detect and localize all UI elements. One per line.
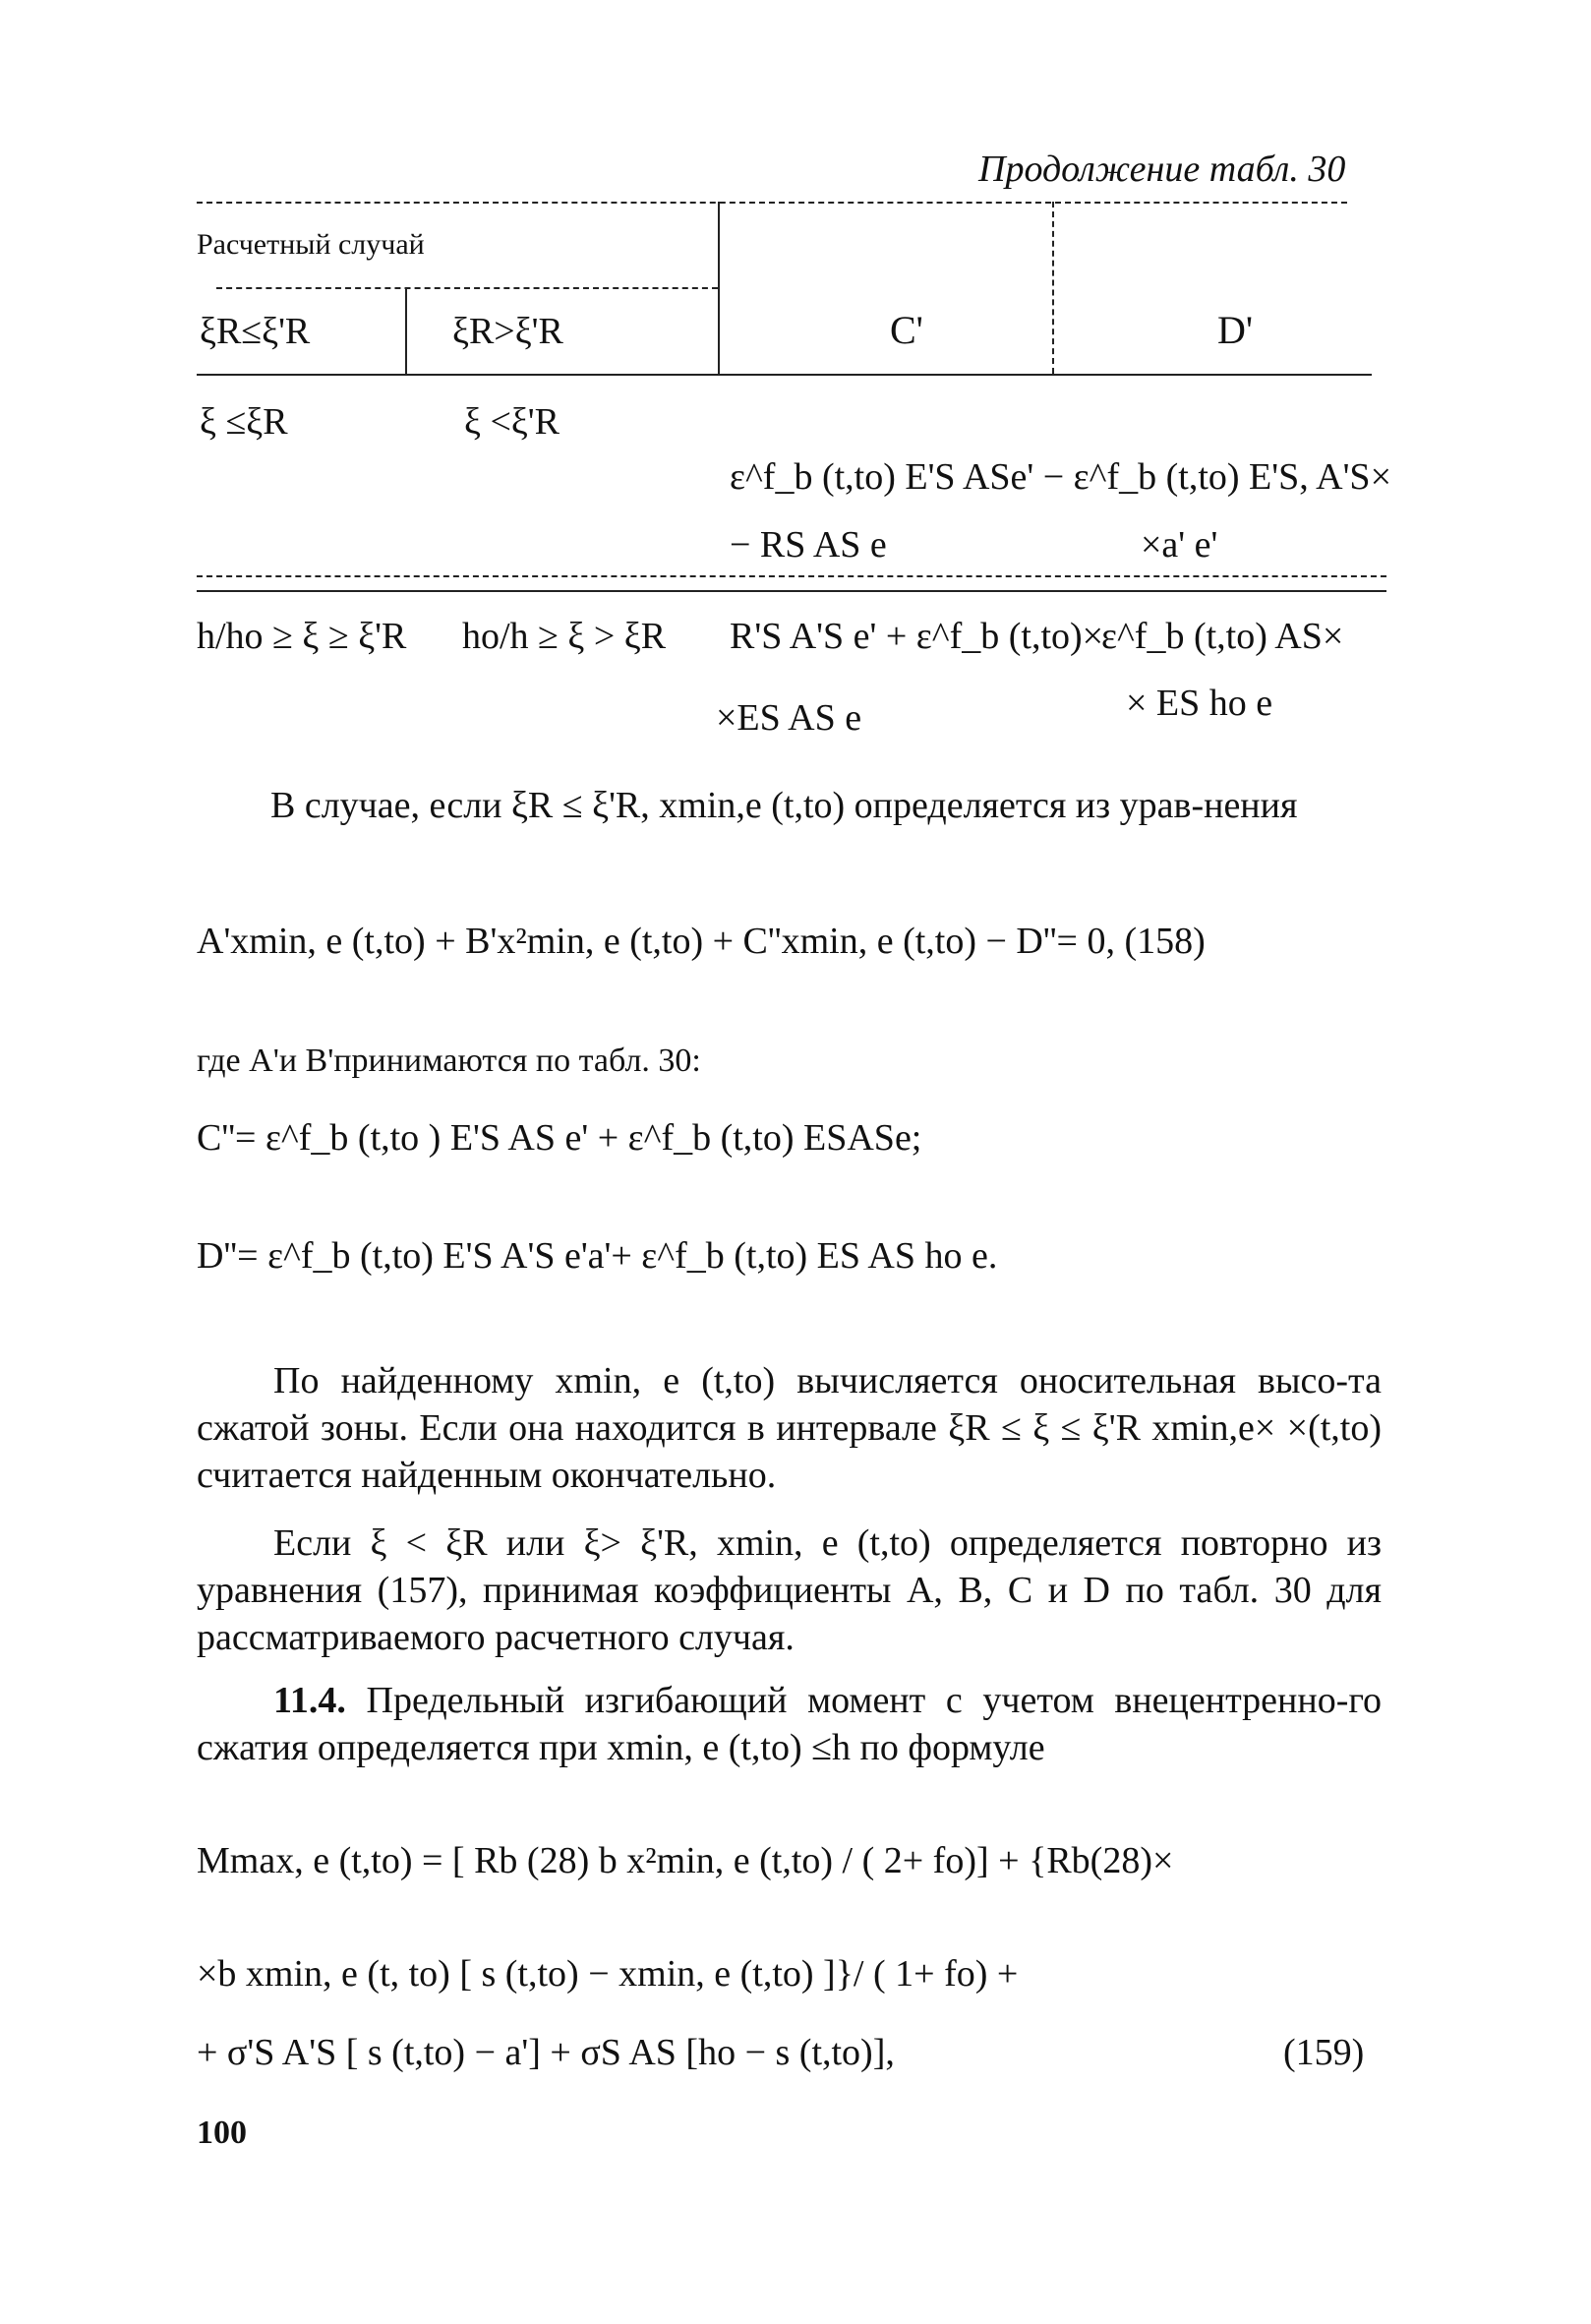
section-text: Предельный изгибающий момент с учетом внецентренно-го сжатия определяется при xmin, e (t,to) ≤h по формуле <box>197 1680 1382 1768</box>
table-row-rule <box>197 575 1386 577</box>
table-divider <box>405 287 407 374</box>
row1-case2: ξ <ξ'R <box>464 401 560 443</box>
paragraph-case-condition: В случае, если ξR ≤ ξ'R, xmin,e (t,to) определяется из урав-нения <box>270 785 1298 826</box>
row1-c-line1: ε^f_b (t,to) E'S ASe' − ε^f_b (t,to) E'S, A'S× <box>730 456 1391 498</box>
row2-case2: ho/h ≥ ξ > ξR <box>462 616 667 657</box>
subheader-case-1: ξR≤ξ'R <box>200 311 311 352</box>
column-c-header: C' <box>890 308 923 352</box>
column-d-header: D' <box>1217 308 1254 352</box>
page-number: 100 <box>197 2115 247 2151</box>
table-row-rule <box>197 590 1386 592</box>
row2-c-line2: ×ES AS e <box>716 697 862 739</box>
equation-159-line3: + σ'S A'S [ s (t,to) − a'] + σS AS [ho − s (t,to)], <box>197 2032 895 2073</box>
table-continuation-caption: Продолжение табл. 30 <box>978 149 1346 190</box>
equation-159-line2: ×b xmin, e (t, to) [ s (t,to) − xmin, e (t,to) ]}/ ( 1+ fo) + <box>197 1953 1019 1995</box>
equation-158: A'xmin, e (t,to) + B'x²min, e (t,to) + C''xmin, e (t,to) − D''= 0, (158) <box>197 921 1206 962</box>
equation-159-line1: Mmax, e (t,to) = [ Rb (28) b x²min, e (t,to) / ( 2+ fo)] + {Rb(28)× <box>197 1840 1174 1881</box>
row1-d-line1: ×a' e' <box>1141 524 1218 566</box>
table-header-rule <box>197 374 1372 376</box>
paragraph-table-reference: где A'и B'принимаются по табл. 30: <box>197 1043 701 1079</box>
table-top-rule <box>197 202 1347 204</box>
equation-d-double-prime: D''= ε^f_b (t,to) E'S A'S e'a'+ ε^f_b (t,to) ES AS ho e. <box>197 1235 998 1277</box>
row2-d-line2: × ES ho e <box>1126 683 1273 724</box>
equation-c-double-prime: C''= ε^f_b (t,to ) E'S AS e' + ε^f_b (t,to) ESASe; <box>197 1117 922 1159</box>
table-divider <box>1052 202 1054 374</box>
paragraph-repeat-calculation: Если ξ < ξR или ξ> ξ'R, xmin, e (t,to) определяется повторно из уравнения (157), принимая коэффициенты A, B, C и D по табл. 30 для рассматриваемого расчетного случая. <box>197 1522 1382 1658</box>
paragraph-moment-section <box>197 1677 1382 1771</box>
row2-c-line1: R'S A'S e' + ε^f_b (t,to)× <box>730 616 1104 657</box>
equation-159-number: (159) <box>1283 2032 1365 2073</box>
row2-d-line1: ε^f_b (t,to) AS× <box>1101 616 1344 657</box>
row1-case1: ξ ≤ξR <box>200 401 288 443</box>
table-divider <box>718 202 720 374</box>
case-group-label: Расчетный случай <box>197 228 425 261</box>
paragraph-relative-height: По найденному xmin, e (t,to) вычисляется оноcительная высо-та сжатой зоны. Если она находится в интервале ξR ≤ ξ ≤ ξ'R xmin,e× ×(t,to) считается найденным окончательно. <box>197 1360 1382 1496</box>
subheader-case-2: ξR>ξ'R <box>452 311 563 352</box>
row1-c-line2: − RS AS e <box>730 524 887 566</box>
table-subheader-rule <box>216 287 718 289</box>
row2-case1: h/ho ≥ ξ ≥ ξ'R <box>197 616 407 657</box>
section-number: 11.4. <box>273 1680 346 1721</box>
